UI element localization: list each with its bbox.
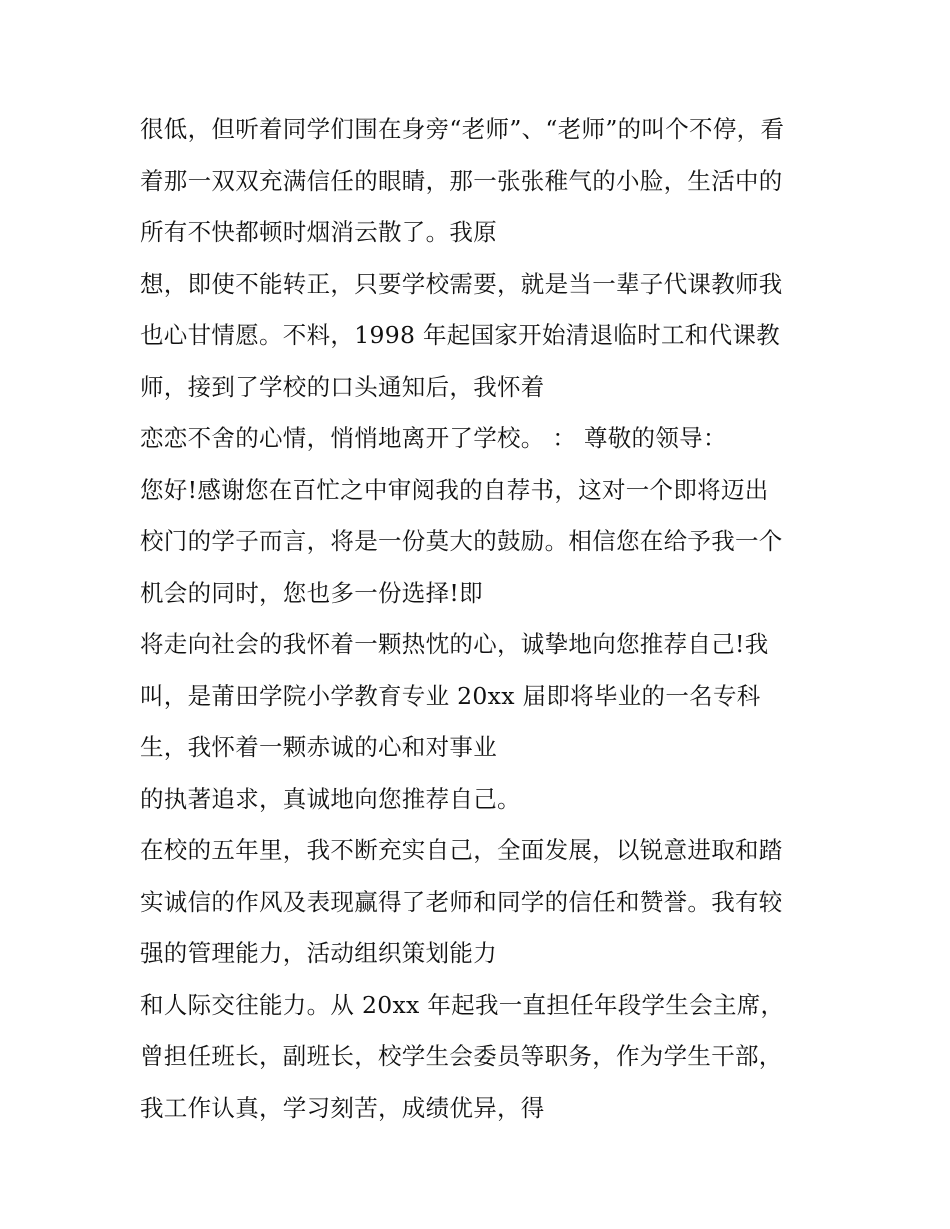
text-line: 着那一双双充满信任的眼睛，那一张张稚气的小脸，生活中的	[140, 166, 783, 195]
text-line: 实诚信的作风及表现赢得了老师和同学的信任和赞誉。我有较	[140, 887, 783, 916]
text-line: 恋恋不舍的心情，悄悄地离开了学校。 ： 尊敬的领导：	[140, 424, 727, 452]
text-line: 机会的同时，您也多一份选择!即	[140, 578, 483, 607]
text-line: 叫，是莆田学院小学教育专业 20xx 届即将毕业的一名专科	[140, 681, 761, 710]
text-line: 很低，但听着同学们围在身旁“老师”、“老师”的叫个不停，看	[140, 115, 785, 143]
text-line: 强的管理能力，活动组织策划能力	[140, 939, 497, 967]
text-line: 在校的五年里，我不断充实自己，全面发展，以锐意进取和踏	[140, 836, 783, 864]
body-text	[140, 107, 830, 1137]
text-line: 生，我怀着一颗赤诚的心和对事业	[140, 733, 497, 761]
text-line: 将走向社会的我怀着一颗热忱的心，诚挚地向您推荐自己!我	[140, 630, 769, 658]
text-line: 曾担任班长，副班长，校学生会委员等职务，作为学生干部，	[140, 1042, 783, 1070]
text-line: 和人际交往能力。从 20xx 年起我一直担任年段学生会主席，	[140, 990, 785, 1019]
text-line: 的执著追求，真诚地向您推荐自己。	[140, 784, 521, 813]
text-line: 我工作认真，学习刻苦，成绩优异，得	[140, 1093, 545, 1122]
text-line: 也心甘情愿。不料，1998 年起国家开始清退临时工和代课教	[140, 321, 780, 349]
text-line: 所有不快都顿时烟消云散了。我原	[140, 218, 497, 246]
text-line: 想，即使不能转正，只要学校需要，就是当一辈子代课教师我	[140, 269, 783, 298]
text-line: 您好!感谢您在百忙之中审阅我的自荐书，这对一个即将迈出	[140, 475, 769, 504]
text-line: 校门的学子而言，将是一份莫大的鼓励。相信您在给予我一个	[140, 527, 783, 555]
text-line: 师，接到了学校的口头通知后，我怀着	[140, 372, 545, 401]
